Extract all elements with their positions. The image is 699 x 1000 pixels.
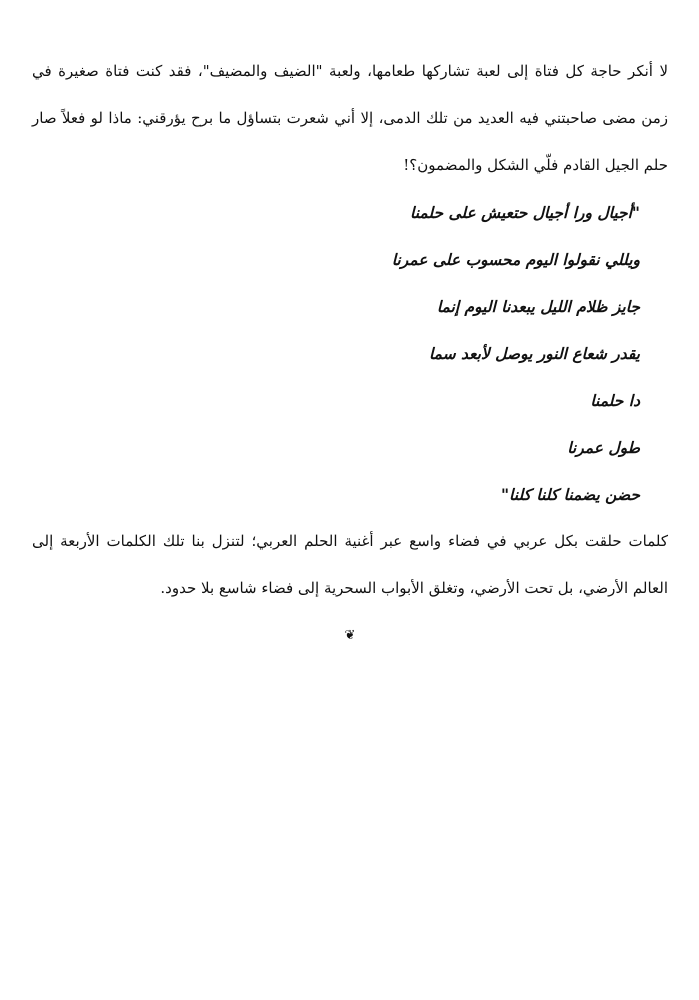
poem-verse: حضن يضمنا كلنا كلنا": [500, 485, 640, 504]
poem-verse: طول عمرنا: [567, 438, 640, 457]
poem-verse: ويللي نقولوا اليوم محسوب على عمرنا: [391, 250, 640, 269]
section-ornament-icon: ❦: [344, 628, 356, 643]
poem-verse: "أجيال ورا أجيال حتعيش على حلمنا: [410, 203, 640, 222]
document-page: [32, 48, 668, 648]
paragraph-intro: لا أنكر حاجة كل فتاة إلى لعبة تشاركها طعامها، ولعبة "الضيف والمضيف"، فقد كنت فتاة صغيرة في زمن مضى صاحبتني فيه العديد من تلك الدمى، إلا أني شعرت بتساؤل ما برح يؤرقني: ماذا لو فعلاً صار حلم الجيل القادم فلّي الشكل والمضمون؟!: [32, 62, 668, 174]
poem-verse: يقدر شعاع النور يوصل لأبعد سما: [428, 344, 640, 363]
paragraph-closing: كلمات حلقت بكل عربي في فضاء واسع عبر أغنية الحلم العربي؛ لتنزل بنا تلك الكلمات الأربعة إلى العالم الأرضي، بل تحت الأرضي، وتغلق الأبواب السحرية إلى فضاء شاسع بلا حدود.: [32, 532, 668, 597]
poem-block: [32, 189, 668, 518]
poem-verse: جايز ظلام الليل يبعدنا اليوم إنما: [436, 297, 640, 316]
poem-verse: دا حلمنا: [590, 391, 640, 410]
